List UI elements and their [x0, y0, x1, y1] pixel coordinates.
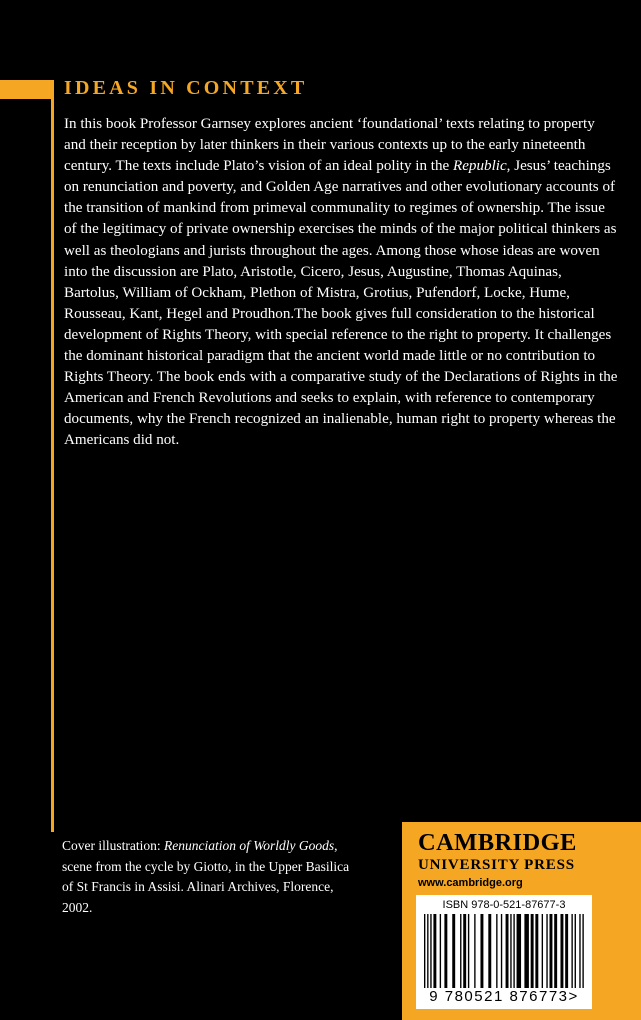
publisher-url: www.cambridge.org	[418, 877, 523, 889]
barcode-bar	[463, 914, 466, 988]
book-description	[64, 114, 620, 452]
barcode-bar	[535, 914, 538, 988]
credit-prefix: Cover illustration:	[62, 838, 164, 853]
artwork-title: Renunciation of Worldly Goods	[164, 838, 335, 853]
barcode-bar	[582, 914, 583, 988]
barcode-bar	[496, 914, 497, 988]
barcode-bar	[474, 914, 475, 988]
barcode-bar	[480, 914, 483, 988]
publisher-panel	[402, 822, 641, 1020]
series-title: IDEAS IN CONTEXT	[64, 77, 308, 99]
barcode-bar	[579, 914, 580, 988]
barcode-bar	[542, 914, 543, 988]
barcode-bar	[444, 914, 447, 988]
barcode-bar	[549, 914, 552, 988]
barcode-bar	[427, 914, 428, 988]
credit-details: , scene from the cycle by Giotto, in the Upper Basilica of St Francis in Assisi. Alinari Archives, Florence, 2002.	[62, 838, 350, 915]
description-text-start: In this book Professor Garnsey explores ancient ‘foundational’ texts relating to property and their reception by later thinkers in their various contexts up to the early nineteenth century. The texts include Plato’s vision of an ideal polity in the	[64, 116, 595, 175]
barcode-bar	[433, 914, 436, 988]
description-text-end: , Jesus’ teachings on renunciation and poverty, and Golden Age narratives and other evolutionary accounts of the transition of mankind from primeval communality to regimes of ownership. The issue of the legitimacy of private ownership exercises the minds of the major political thinkers as well as theologians and jurists throughout the ages. Among those whose ideas are woven into the discussion are Plato, Aristotle, Cicero, Jesus, Augustine, Thomas Aquinas, Bartolus, William of Ockham, Plethon of Mistra, Grotius, Pufendorf, Locke, Hume, Rousseau, Kant, Hegel and Proudhon.The book gives full consideration to the historical development of Rights Theory, with special reference to the right to property. It challenges the dominant historical paradigm that the ancient world made little or no contribution to Rights Theory. The book ends with a comparative study of the Declarations of Rights in the American and French Revolutions and seeks to explain, with reference to contemporary documents, why the French recognized an inalienable, human right to property whereas the Americans did not.	[64, 158, 618, 449]
barcode-bar	[546, 914, 547, 988]
barcode-number: 9 780521 876773	[429, 988, 569, 1005]
barcode-bar	[468, 914, 469, 988]
barcode-bar	[440, 914, 441, 988]
description-paragraph	[64, 114, 620, 452]
barcode-digits	[416, 988, 592, 1005]
barcode-bar	[554, 914, 557, 988]
barcode-bar	[565, 914, 568, 988]
barcode-bar	[513, 914, 514, 988]
series-accent-bar	[0, 80, 54, 99]
barcode-bar	[531, 914, 534, 988]
barcode-bar	[460, 914, 461, 988]
isbn-label: ISBN 978-0-521-87677-3	[442, 899, 566, 911]
barcode-bar	[506, 914, 509, 988]
barcode-bar	[517, 914, 522, 988]
barcode-bar	[488, 914, 491, 988]
barcode-bar	[575, 914, 576, 988]
cover-illustration-credit	[62, 836, 352, 918]
publisher-subtitle: UNIVERSITY PRESS	[418, 857, 575, 873]
barcode-bar	[430, 914, 431, 988]
series-accent-rule	[51, 99, 54, 832]
barcode-bar	[571, 914, 572, 988]
barcode-end-mark: >	[568, 988, 579, 1005]
barcode-bars	[424, 914, 584, 988]
barcode-bar	[424, 914, 425, 988]
barcode-bar	[560, 914, 563, 988]
barcode-bar	[501, 914, 502, 988]
barcode-bar	[510, 914, 511, 988]
publisher-name: CAMBRIDGE	[418, 829, 577, 856]
isbn-barcode	[416, 895, 592, 1009]
barcode-bar	[452, 914, 455, 988]
republic-title: Republic	[453, 158, 507, 175]
barcode-bar	[524, 914, 529, 988]
